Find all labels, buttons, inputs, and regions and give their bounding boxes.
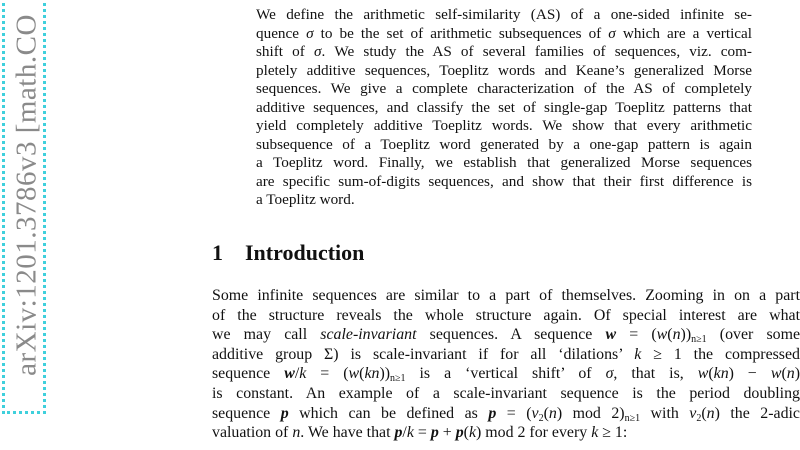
math-symbol: σ xyxy=(313,43,322,60)
text-run: sequence xyxy=(212,365,285,383)
math-symbol: k xyxy=(468,424,477,442)
arxiv-identifier: arXiv:1201.3786v3 [math.CO xyxy=(10,14,43,376)
text-run: ( xyxy=(708,365,714,383)
math-symbol: σ xyxy=(605,365,614,383)
text-line xyxy=(212,423,800,443)
text-run: pletely additive sequences, Toeplitz words and Keane’s generalized Morse xyxy=(256,61,752,79)
text-run: which can be defined as xyxy=(288,404,489,422)
text-line xyxy=(256,154,752,173)
math-symbol: σ xyxy=(608,24,616,42)
text-run: / xyxy=(402,424,407,442)
text-run: sequences. A sequence xyxy=(416,326,606,344)
text-run: ) mod 2 for every xyxy=(476,424,592,442)
math-symbol: n xyxy=(786,365,795,383)
text-run: a Toeplitz word. Finally, we establish that generalized Morse sequences xyxy=(256,154,752,171)
math-symbol: w xyxy=(605,326,617,344)
text-run: (over some xyxy=(706,326,800,344)
arxiv-stamp xyxy=(2,0,46,414)
text-line xyxy=(212,306,800,326)
math-symbol: scale-invariant xyxy=(320,326,417,344)
math-symbol: n≥1 xyxy=(691,334,707,346)
math-symbol: k xyxy=(634,345,642,363)
math-symbol: w xyxy=(770,365,782,383)
math-symbol: k xyxy=(406,424,414,442)
text-run: ≥ 1 the compressed xyxy=(641,345,800,363)
text-run: + xyxy=(438,424,456,442)
text-run: ( xyxy=(701,404,707,422)
math-symbol: σ xyxy=(306,24,314,42)
introduction-text xyxy=(212,286,800,443)
math-symbol: n xyxy=(706,404,715,422)
text-run: , that is, xyxy=(613,365,698,383)
text-line xyxy=(212,325,800,345)
math-symbol: kn xyxy=(364,365,380,383)
text-run: . We study the AS of several families of sequences, viz. com- xyxy=(321,43,752,60)
text-run: are specific sum-of-digits sequences, and show that their first difference is xyxy=(256,172,752,190)
text-run: is a ‘vertical shift’ of xyxy=(405,365,606,383)
text-run: of the structure reveals the whole structure again. Of special interest are what xyxy=(212,306,800,324)
math-symbol: p xyxy=(455,424,464,442)
math-symbol: n xyxy=(548,404,557,422)
math-symbol: k xyxy=(591,424,599,442)
text-run: . We have that xyxy=(300,424,395,442)
text-run: = ( xyxy=(616,326,657,344)
text-line xyxy=(212,345,800,365)
text-run: yield completely additive Toeplitz words. We show that every arithmetic xyxy=(256,117,752,134)
text-run: / xyxy=(294,365,300,383)
text-run: = ( xyxy=(496,404,532,422)
text-line xyxy=(256,191,752,210)
text-run: ( xyxy=(667,326,673,344)
text-line xyxy=(256,43,752,62)
text-line xyxy=(256,136,752,155)
text-run: Some infinite sequences are similar to a part of themselves. Zooming in on a part xyxy=(212,287,800,304)
math-symbol: w xyxy=(656,326,668,344)
section-number: 1 xyxy=(212,240,223,265)
section-title: Introduction xyxy=(245,240,365,265)
math-symbol: v xyxy=(689,404,697,422)
text-line xyxy=(256,62,752,81)
text-run: ) xyxy=(794,365,800,383)
text-line xyxy=(256,173,752,192)
math-symbol: n≥1 xyxy=(624,412,641,424)
math-symbol: n xyxy=(672,326,681,344)
text-run: ( xyxy=(359,365,365,383)
text-line xyxy=(256,99,752,118)
text-run: valuation of xyxy=(212,424,293,442)
text-run: We define the arithmetic self-similarity (AS) of a one-sided infinite se- xyxy=(256,6,752,23)
section-heading xyxy=(212,240,364,266)
math-symbol: kn xyxy=(713,365,729,383)
text-run: subsequence of a Toeplitz word generated by a one-gap pattern is again xyxy=(256,135,752,153)
math-symbol: v xyxy=(531,404,539,422)
text-run: ( xyxy=(463,424,469,442)
abstract xyxy=(256,6,752,210)
text-run: )) xyxy=(379,365,391,383)
text-run: ) − xyxy=(728,365,771,383)
text-run: is constant. An example of a scale-invariant sequence is the period doubling xyxy=(212,384,800,402)
text-line xyxy=(212,404,800,424)
math-symbol: w xyxy=(348,365,360,383)
math-symbol: n xyxy=(292,424,301,442)
math-symbol: p xyxy=(488,404,497,422)
text-run: a Toeplitz word. xyxy=(256,191,355,208)
text-run: ( xyxy=(543,404,549,422)
text-run: ≥ 1: xyxy=(598,424,628,442)
text-run: = xyxy=(413,424,431,442)
text-line xyxy=(256,117,752,136)
math-symbol: w xyxy=(284,365,295,383)
text-line xyxy=(256,25,752,44)
text-run: = ( xyxy=(306,365,349,383)
text-line xyxy=(256,80,752,99)
text-line xyxy=(212,364,800,384)
text-run: with xyxy=(640,404,690,422)
text-run: ) the 2-adic xyxy=(714,404,800,422)
text-run: quence xyxy=(256,24,307,42)
text-run: we may call xyxy=(212,326,321,344)
text-run: shift of xyxy=(256,43,314,60)
text-run: ( xyxy=(781,365,787,383)
math-symbol: p xyxy=(394,424,403,442)
text-run: sequence xyxy=(212,404,281,422)
text-run: to be the set of arithmetic subsequences of xyxy=(313,24,609,42)
math-symbol: n≥1 xyxy=(390,373,406,385)
text-run: additive group Σ) is scale-invariant if for all ‘dilations’ xyxy=(212,345,635,363)
text-run: )) xyxy=(680,326,692,344)
text-run: ) mod 2) xyxy=(556,404,625,422)
math-symbol: 2 xyxy=(538,412,544,424)
math-symbol: w xyxy=(697,365,709,383)
math-symbol: p xyxy=(280,404,289,422)
text-line xyxy=(212,384,800,404)
text-line xyxy=(212,286,800,306)
text-run: sequences. We give a complete characterization of the AS of completely xyxy=(256,80,752,97)
math-symbol: p xyxy=(430,424,439,442)
math-symbol: k xyxy=(299,365,307,383)
text-run: which are a vertical xyxy=(615,24,752,42)
text-run: additive sequences, and classify the set of single-gap Toeplitz patterns that xyxy=(256,98,752,116)
text-line xyxy=(256,6,752,25)
math-symbol: 2 xyxy=(696,412,702,424)
